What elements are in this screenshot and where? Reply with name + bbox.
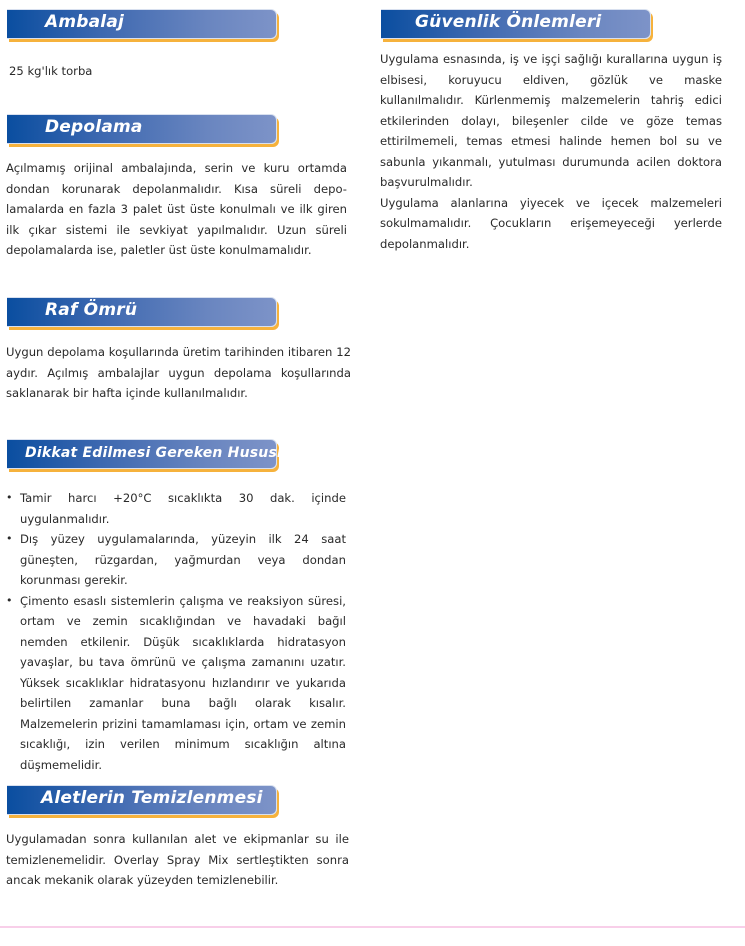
- section-aletler: [6, 785, 349, 887]
- section-header-depolama: [7, 114, 277, 144]
- section-title: Ambalaj: [45, 12, 125, 32]
- section-depolama: [6, 114, 347, 257]
- section-header-guvenlik: [381, 9, 651, 39]
- section-header-ambalaj: [7, 9, 277, 39]
- list-item: [6, 488, 346, 529]
- dikkat-list: [6, 488, 346, 775]
- section-title: Raf Ömrü: [45, 300, 138, 320]
- footer-divider: [0, 926, 745, 928]
- section-header-raf-omru: [7, 297, 277, 327]
- list-item: [6, 591, 346, 776]
- paragraph: Uygulama alanlarına yiyecek ve içecek malzemeleri sokulmamalıdır. Çocukların erişemeyeceği yerlerde depolanmalıdır.: [380, 195, 722, 251]
- section-title: Dikkat Edilmesi Gereken Hususlar: [25, 445, 299, 461]
- list-item-text: Tamir harcı +20°C sıcaklıkta 30 dak. içinde uygulanmalıdır.: [20, 491, 346, 526]
- section-title: Depolama: [45, 117, 143, 137]
- section-text: Uygulamadan sonra kullanılan alet ve ekipmanlar su ile temizlenemelidir. Overlay Spray Mix sertleştikten sonra ancak mekanik olarak yüzeyden temizlenebilir.: [6, 832, 349, 887]
- paragraph: Uygulama esnasında, iş ve işçi sağlığı kurallarına uygun iş elbisesi, koruyucu eldiven, gözlük ve maske kullanılmalıdır. Kürlenmemiş malzemelerin tahriş edici etkilerinden dolayı, bileşenler cilde ve göze temas ettirilmemeli, temas etmesi halinde hemen bol su ve sabunla yıkanmalı, yutulması durumunda acilen doktora başvurulmalıdır.: [380, 52, 722, 189]
- section-title: Aletlerin Temizlenmesi: [41, 788, 263, 808]
- section-header-dikkat: [7, 439, 299, 469]
- section-header-aletler: [7, 785, 277, 815]
- bullet-icon: •: [6, 593, 13, 607]
- list-item-text: Dış yüzey uygulamalarında, yüzeyin ilk 24 saat güneşten, rüzgardan, yağmurdan veya dondan korunması gerekir.: [20, 532, 346, 587]
- section-guvenlik: [380, 9, 722, 251]
- section-text: [380, 49, 722, 254]
- section-title: Güvenlik Önlemleri: [415, 12, 602, 32]
- list-item-text: Çimento esaslı sistemlerin çalışma ve reaksiyon süresi, ortam ve zemin sıcaklığından ve havadaki bağıl nemden etkilenir. Düşük sıcaklıklarda hidratasyon yavaşlar, bu tava ömrünü ve çalışma zamanını uzatır. Yüksek sıcaklıklar hidratasyonu hızlandırır ve yukarıda belirtilen zamanlar buna bağlı olarak kısalır. Malzemelerin prizini tamamlaması için, ortam ve zemin sıcaklığı, izin verilen minimum sıcaklığın altına düşmemelidir.: [20, 593, 346, 772]
- list-item: [6, 529, 346, 591]
- section-text: 25 kg'lık torba: [9, 64, 93, 78]
- bullet-icon: •: [6, 491, 13, 504]
- section-raf-omru: [6, 297, 351, 400]
- section-dikkat: [6, 439, 346, 772]
- section-ambalaj: [7, 9, 277, 78]
- bullet-icon: •: [6, 532, 13, 545]
- section-text: Uygun depolama koşullarında üretim tarihinden itibaren 12 aydır. Açılmış ambalajlar uygun depolama koşullarında saklanarak bir hafta içinde kullanılmalıdır.: [6, 345, 351, 400]
- section-text: Açılmamış orijinal ambalajında, serin ve kuru ortamda dondan korunarak depolanmalıdır. Kısa süreli depo-lamalarda en fazla 3 palet üst üste konulmalı ve ilk giren ilk çıkar sistemi ile sevkiyat yapılmalıdır. Uzun süreli depolamalarda ise, paletler üst üste konulmamalıdır.: [6, 161, 347, 257]
